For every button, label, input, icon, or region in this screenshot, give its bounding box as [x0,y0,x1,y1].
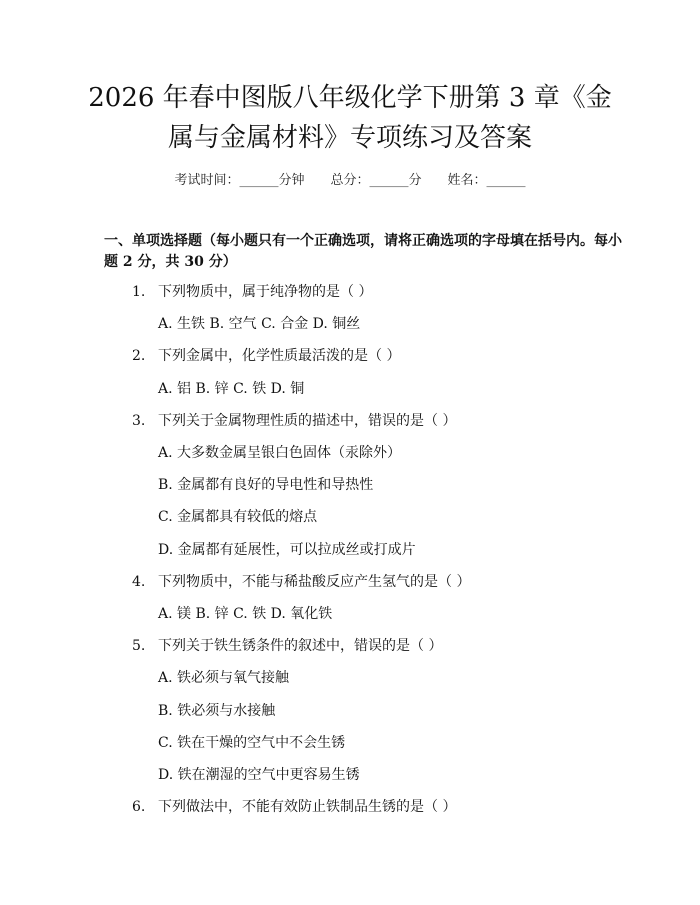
document-title [60,78,640,158]
question-text: 下列物质中，不能与稀盐酸反应产生氢气的是（ ） [158,574,471,590]
score-unit: 分 [408,173,422,188]
score-blank: ______ [369,173,409,188]
answer-option: A. 大多数金属呈银白色固体（汞除外） [158,445,402,461]
answer-option: A. 生铁 B. 空气 C. 合金 D. 铜丝 [158,316,361,332]
question-number: 1. [132,284,146,300]
answer-option: B. 铁必须与水接触 [158,703,276,719]
question-text: 下列关于金属物理性质的描述中，错误的是（ ） [158,413,457,429]
name-label: 姓名： [447,173,487,188]
title-line-1: 2026 年春中图版八年级化学下册第 3 章《金 [88,83,612,113]
exam-info [0,169,700,188]
question-stem [132,797,456,817]
question-text: 下列做法中，不能有效防止铁制品生锈的是（ ） [158,799,457,815]
question-stem [132,572,470,592]
question-number: 3. [132,413,146,429]
name-blank: ______ [486,173,526,188]
answer-option: A. 镁 B. 锌 C. 铁 D. 氧化铁 [158,606,333,622]
section-heading: 一、单项选择题（每小题只有一个正确选项，请将正确选项的字母填在括号内。每小题 2 分，共 30 分） [104,233,622,270]
answer-option: B. 金属都有良好的导电性和导热性 [158,477,374,493]
question-number: 2. [132,348,146,364]
question-number: 6. [132,799,146,815]
answer-option: D. 铁在潮湿的空气中更容易生锈 [158,767,360,783]
question-number: 5. [132,638,146,654]
question-stem [132,282,372,302]
time-unit: 分钟 [278,173,305,188]
question-stem [132,411,456,431]
time-blank: ______ [239,173,279,188]
answer-option: C. 金属都具有较低的熔点 [158,509,318,525]
question-stem [132,636,442,656]
answer-option: A. 铝 B. 锌 C. 铁 D. 铜 [158,381,305,397]
time-label: 考试时间： [174,173,240,188]
question-text: 下列关于铁生锈条件的叙述中，错误的是（ ） [158,638,443,654]
answer-option: C. 铁在干燥的空气中不会生锈 [158,735,346,751]
answer-option: D. 金属都有延展性，可以拉成丝或打成片 [158,542,416,558]
question-stem [132,346,400,366]
question-text: 下列金属中，化学性质最活泼的是（ ） [158,348,401,364]
question-number: 4. [132,574,146,590]
question-text: 下列物质中，属于纯净物的是（ ） [158,284,373,300]
answer-option: A. 铁必须与氧气接触 [158,670,290,686]
title-line-2: 属与金属材料》专项练习及答案 [167,123,532,153]
score-label: 总分： [330,173,370,188]
